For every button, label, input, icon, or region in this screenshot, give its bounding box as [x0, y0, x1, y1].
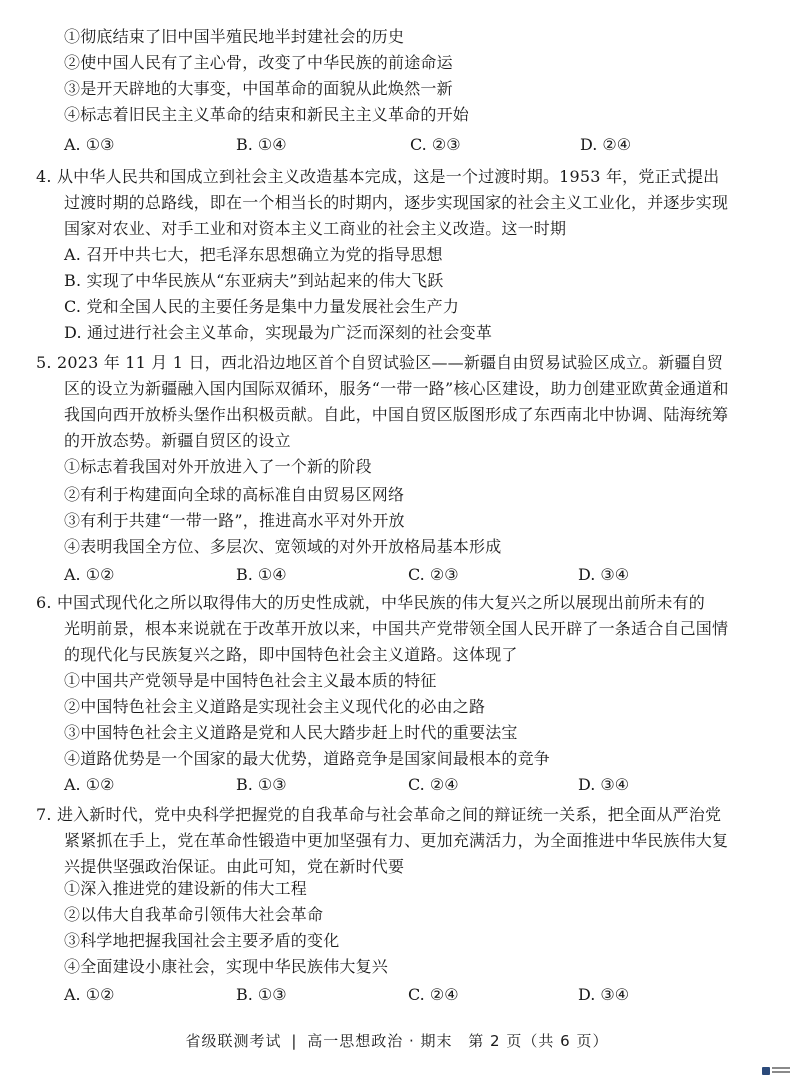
q5-statement-2: ②有利于构建面向全球的高标准自由贸易区网络	[64, 485, 405, 504]
q3-option-b: B. ①④	[236, 135, 287, 154]
q7-statement-4: ④全面建设小康社会，实现中华民族伟大复兴	[64, 957, 389, 976]
q5-option-a: A. ①②	[64, 565, 115, 584]
q6-option-d: D. ③④	[578, 775, 630, 794]
q5-stem-line-4: 的开放态势。新疆自贸区的设立	[64, 431, 291, 450]
q7-option-a: A. ①②	[64, 985, 115, 1004]
q6-stem-line-3: 的现代化与民族复兴之路，即中国特色社会主义道路。这体现了	[64, 645, 518, 664]
q6-statement-4: ④道路优势是一个国家的最大优势，道路竞争是国家间最根本的竞争	[64, 749, 551, 768]
q5-option-c: C. ②③	[408, 565, 459, 584]
q7-statement-3: ③科学地把握我国社会主要矛盾的变化	[64, 931, 340, 950]
q6-option-a: A. ①②	[64, 775, 115, 794]
q5-option-b: B. ①④	[236, 565, 287, 584]
q5-statement-1: ①标志着我国对外开放进入了一个新的阶段	[64, 457, 372, 476]
q6-statement-3: ③中国特色社会主义道路是党和人民大踏步赶上时代的重要法宝	[64, 723, 518, 742]
q4-choice-d: D. 通过进行社会主义革命，实现最为广泛而深刻的社会变革	[64, 323, 493, 342]
q5-statement-4: ④表明我国全方位、多层次、宽领域的对外开放格局基本形成	[64, 537, 502, 556]
q4-stem-line-2: 过渡时期的总路线，即在一个相当长的时期内，逐步实现国家的社会主义工业化，并逐步实现	[64, 193, 729, 212]
q7-option-b: B. ①③	[236, 985, 287, 1004]
q6-option-c: C. ②④	[408, 775, 459, 794]
footer-subject: 高一思想政治 · 期末	[307, 1032, 453, 1050]
q3-option-d: D. ②④	[580, 135, 632, 154]
q5-stem-line-1: 5. 2023 年 11 月 1 日，西北沿边地区首个自贸试验区——新疆自由贸易试验区成立。新疆自贸	[36, 353, 724, 372]
q7-option-c: C. ②④	[408, 985, 459, 1004]
q6-statement-2: ②中国特色社会主义道路是实现社会主义现代化的必由之路	[64, 697, 486, 716]
q7-stem-line-3: 兴提供坚强政治保证。由此可知，党在新时代要	[64, 857, 405, 876]
q5-stem-line-3: 我国向西开放桥头堡作出积极贡献。自此，中国自贸区版图形成了东西南北中协调、陆海统筹	[64, 405, 729, 424]
q5-statement-3: ③有利于共建“一带一路”，推进高水平对外开放	[64, 511, 405, 530]
q6-option-b: B. ①③	[236, 775, 287, 794]
page-footer	[0, 1030, 794, 1051]
q7-stem-line-1: 7. 进入新时代，党中央科学把握党的自我革命与社会革命之间的辩证统一关系，把全面从严治党	[36, 805, 722, 824]
q6-statement-1: ①中国共产党领导是中国特色社会主义最本质的特征	[64, 671, 437, 690]
q4-choice-c: C. 党和全国人民的主要任务是集中力量发展社会生产力	[64, 297, 460, 316]
q3-option-a: A. ①③	[64, 135, 115, 154]
q5-stem-line-2: 区的设立为新疆融入国内国际双循环，服务“一带一路”核心区建设，助力创建亚欧黄金通道和	[64, 379, 729, 398]
q7-statement-2: ②以伟大自我革命引领伟大社会革命	[64, 905, 324, 924]
q6-stem-line-2: 光明前景，根本来说就在于改革开放以来，中国共产党带领全国人民开辟了一条适合自己国情	[64, 619, 729, 638]
q3-option-c: C. ②③	[410, 135, 461, 154]
q7-option-d: D. ③④	[578, 985, 630, 1004]
q6-stem-line-1: 6. 中国式现代化之所以取得伟大的历史性成就，中华民族的伟大复兴之所以展现出前所未有的	[36, 593, 705, 612]
q7-statement-1: ①深入推进党的建设新的伟大工程	[64, 879, 308, 898]
q4-stem-line-3: 国家对农业、对手工业和对资本主义工商业的社会主义改造。这一时期	[64, 219, 567, 238]
footer-exam-name: 省级联测考试	[185, 1032, 282, 1050]
footer-page-number: 第 2 页（共 6 页）	[468, 1032, 609, 1050]
q4-choice-a: A. 召开中共七大，把毛泽东思想确立为党的指导思想	[64, 245, 443, 264]
q3-statement-4: ④标志着旧民主主义革命的结束和新民主主义革命的开始	[64, 105, 470, 124]
footer-separator: |	[291, 1032, 298, 1050]
q3-statement-3: ③是开天辟地的大事变，中国革命的面貌从此焕然一新	[64, 79, 453, 98]
q4-choice-b: B. 实现了中华民族从“东亚病夫”到站起来的伟大飞跃	[64, 271, 444, 290]
q3-statement-1: ①彻底结束了旧中国半殖民地半封建社会的历史	[64, 27, 405, 46]
q4-stem-line-1: 4. 从中华人民共和国成立到社会主义改造基本完成，这是一个过渡时期。1953 年，党正式提出	[36, 167, 720, 186]
q5-option-d: D. ③④	[578, 565, 630, 584]
q3-statement-2: ②使中国人民有了主心骨，改变了中华民族的前途命运	[64, 53, 453, 72]
watermark-logo-icon	[762, 1066, 790, 1078]
q7-stem-line-2: 紧紧抓在手上，党在革命性锻造中更加坚强有力、更加充满活力，为全面推进中华民族伟大复	[64, 831, 729, 850]
